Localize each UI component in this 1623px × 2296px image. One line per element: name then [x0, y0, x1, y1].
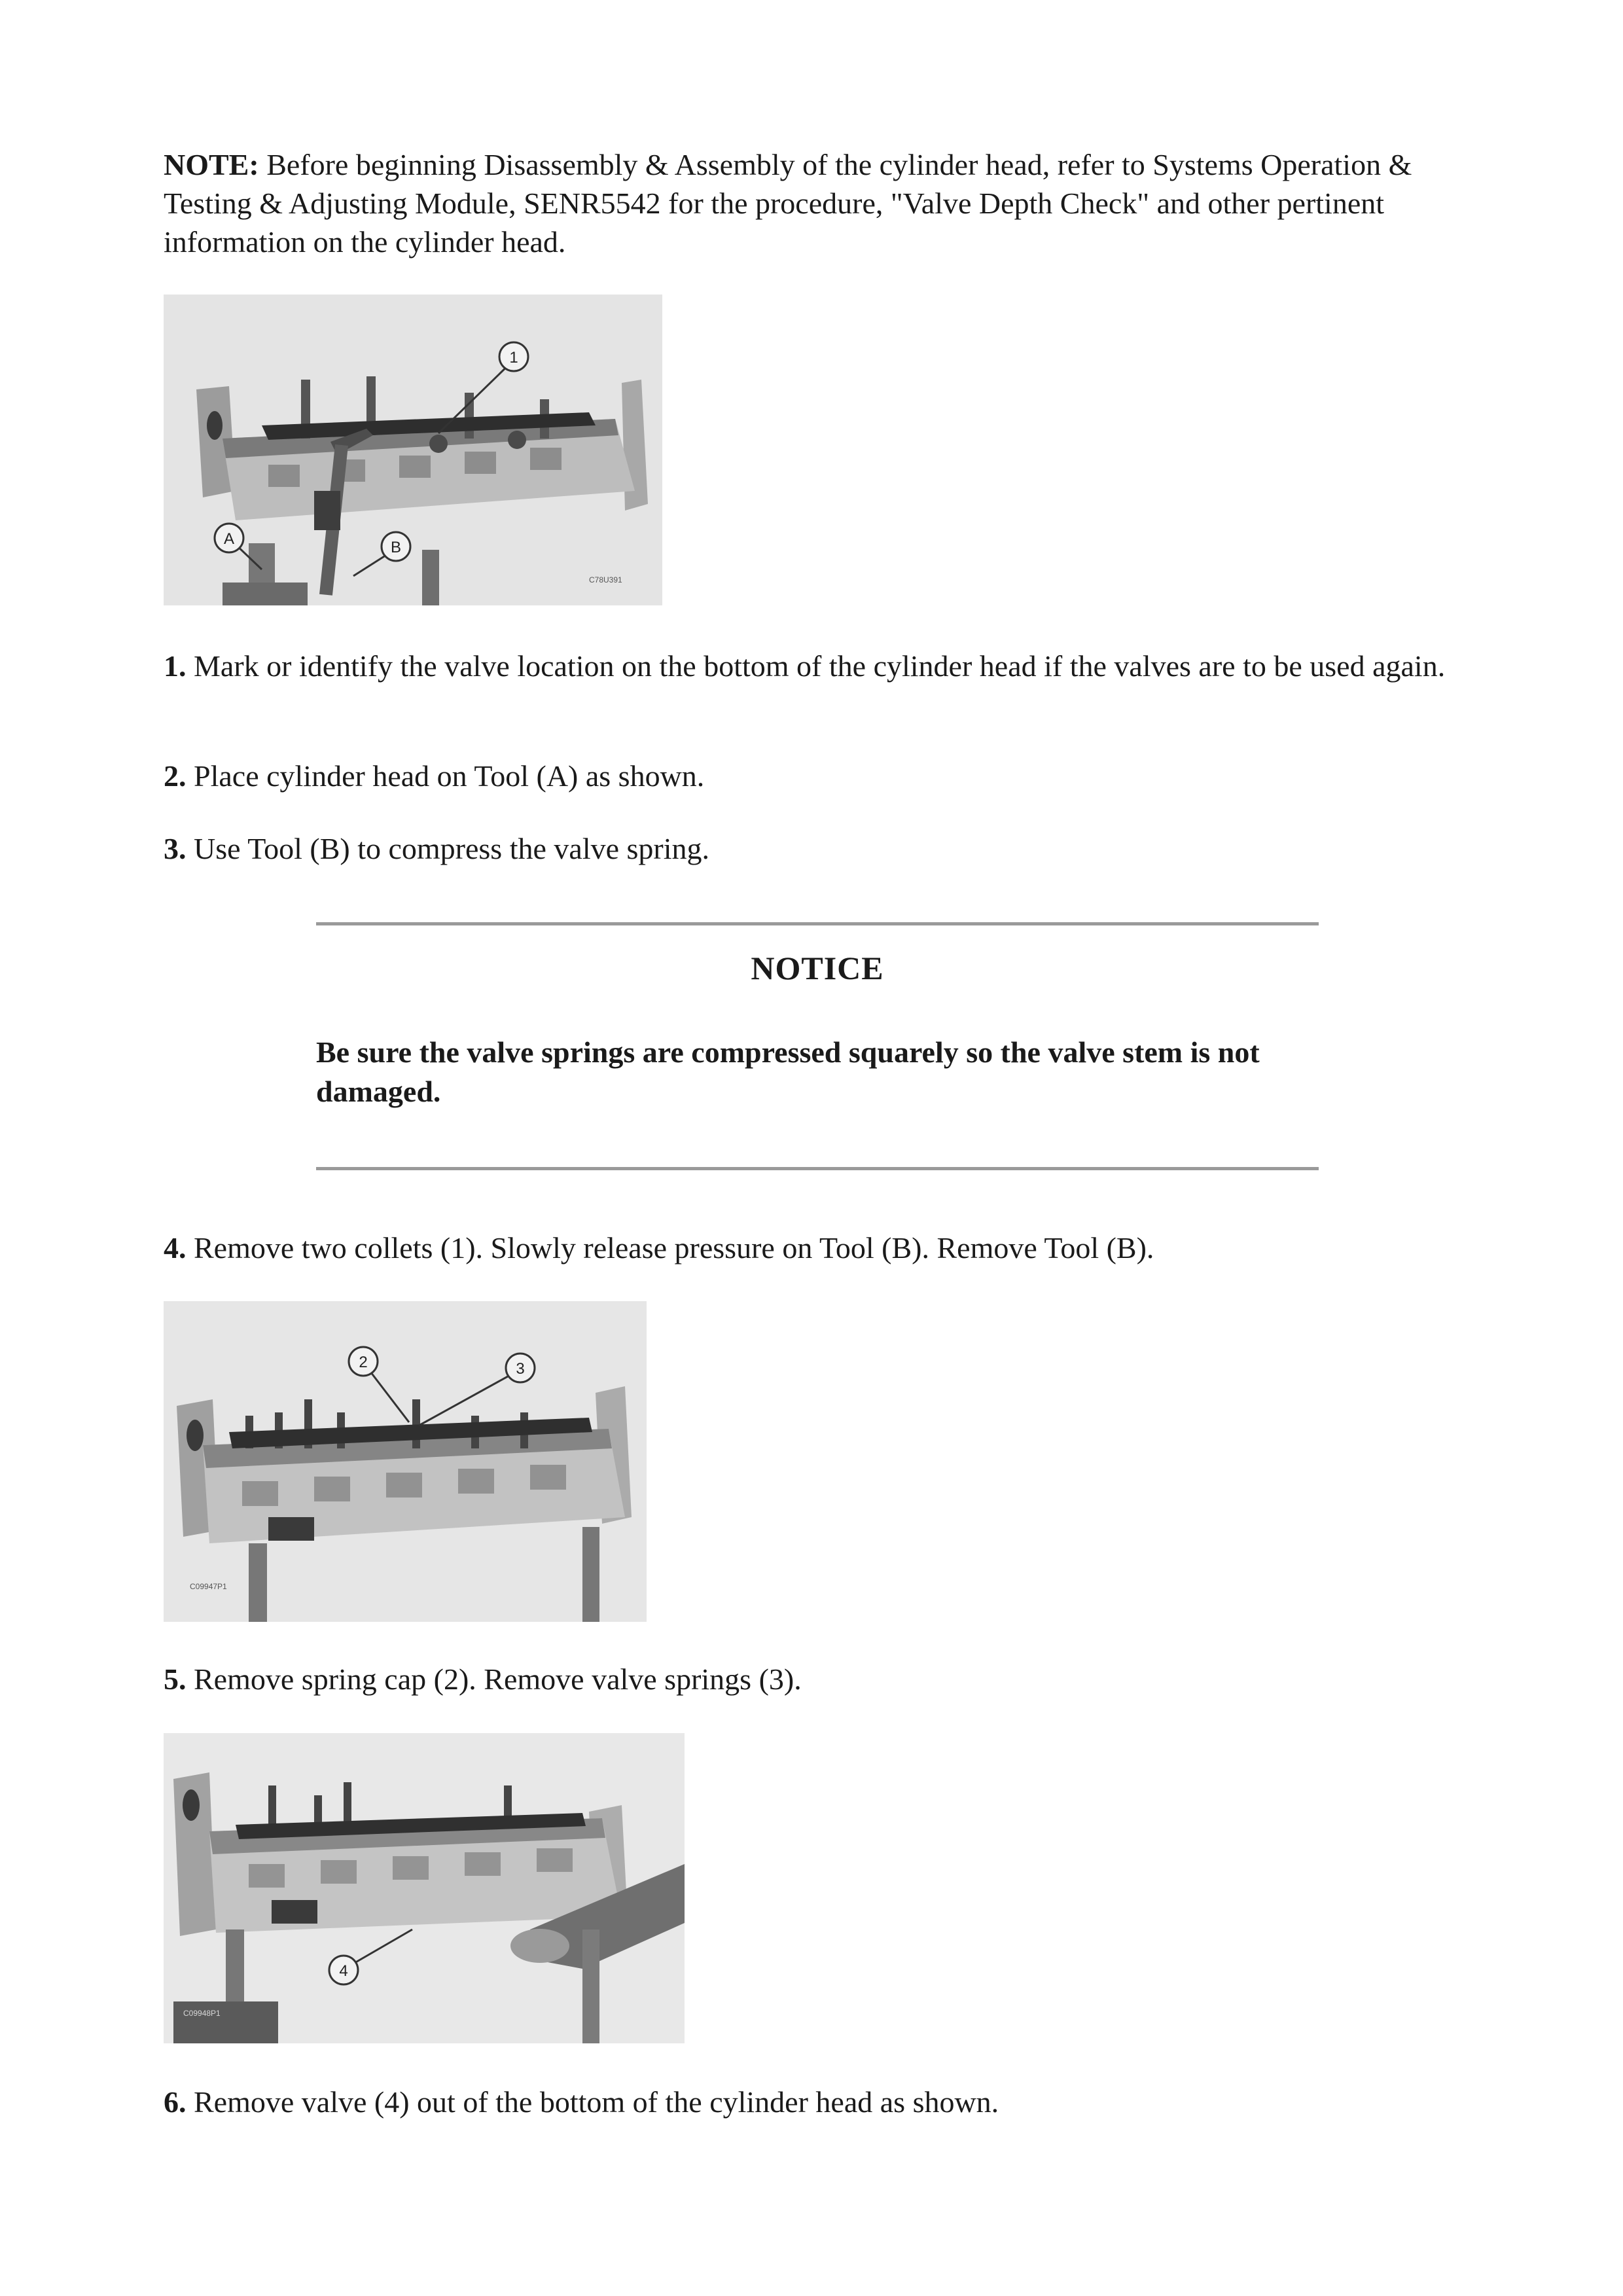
figure-2-callout-3: 3: [516, 1360, 525, 1378]
step-5: [164, 1660, 1459, 1698]
notice-bottom-rule: [316, 1167, 1319, 1170]
note-paragraph: [164, 145, 1459, 261]
figure-1-illustration: [164, 295, 662, 605]
notice-top-rule: [316, 922, 1319, 925]
figure-1-callout-a: A: [223, 530, 235, 548]
step-6: [164, 2083, 1459, 2121]
step-5-number: 5.: [164, 1662, 187, 1696]
figure-2-photo: [164, 1301, 647, 1622]
step-2-text: Place cylinder head on Tool (A) as shown.: [186, 759, 705, 793]
step-2: [164, 757, 1459, 795]
figure-3-code: C09948P1: [183, 2009, 221, 2018]
step-3: [164, 829, 1459, 868]
step-3-text: Use Tool (B) to compress the valve spring.: [186, 832, 710, 865]
figure-2-callout-2: 2: [359, 1354, 368, 1371]
figure-3-illustration: [164, 1733, 685, 2043]
step-2-number: 2.: [164, 759, 187, 793]
step-6-text: Remove valve (4) out of the bottom of the cylinder head as shown.: [186, 2085, 999, 2119]
step-4: [164, 1229, 1459, 1267]
step-4-text: Remove two collets (1). Slowly release pressure on Tool (B). Remove Tool (B).: [186, 1231, 1154, 1265]
step-5-text: Remove spring cap (2). Remove valve springs (3).: [186, 1662, 802, 1696]
step-1-number: 1.: [164, 649, 187, 683]
figure-1-code: C78U391: [589, 575, 622, 584]
figure-1-callout-1: 1: [509, 349, 518, 367]
step-1: [164, 647, 1459, 685]
step-3-number: 3.: [164, 832, 187, 865]
figure-2-illustration: [164, 1301, 647, 1622]
note-label: NOTE:: [164, 148, 259, 181]
figure-2-code: C09947P1: [190, 1582, 227, 1591]
figure-3-callout-4: 4: [339, 1962, 348, 1980]
figure-1-callout-b: B: [390, 539, 402, 556]
step-6-number: 6.: [164, 2085, 187, 2119]
figure-3-photo: [164, 1733, 685, 2043]
figure-1-photo: [164, 295, 662, 605]
step-1-text: Mark or identify the valve location on the bottom of the cylinder head if the valves are to be used again.: [186, 649, 1446, 683]
notice-text: Be sure the valve springs are compressed squarely so the valve stem is not damaged.: [316, 1035, 1260, 1108]
notice-title: NOTICE: [751, 950, 884, 986]
step-4-number: 4.: [164, 1231, 187, 1265]
note-text: Before beginning Disassembly & Assembly of the cylinder head, refer to Systems Operation & Testing & Adjusting Module, SENR5542 for the procedure, "Valve Depth Check" and other pertinent information on the cylinder head.: [164, 148, 1412, 259]
